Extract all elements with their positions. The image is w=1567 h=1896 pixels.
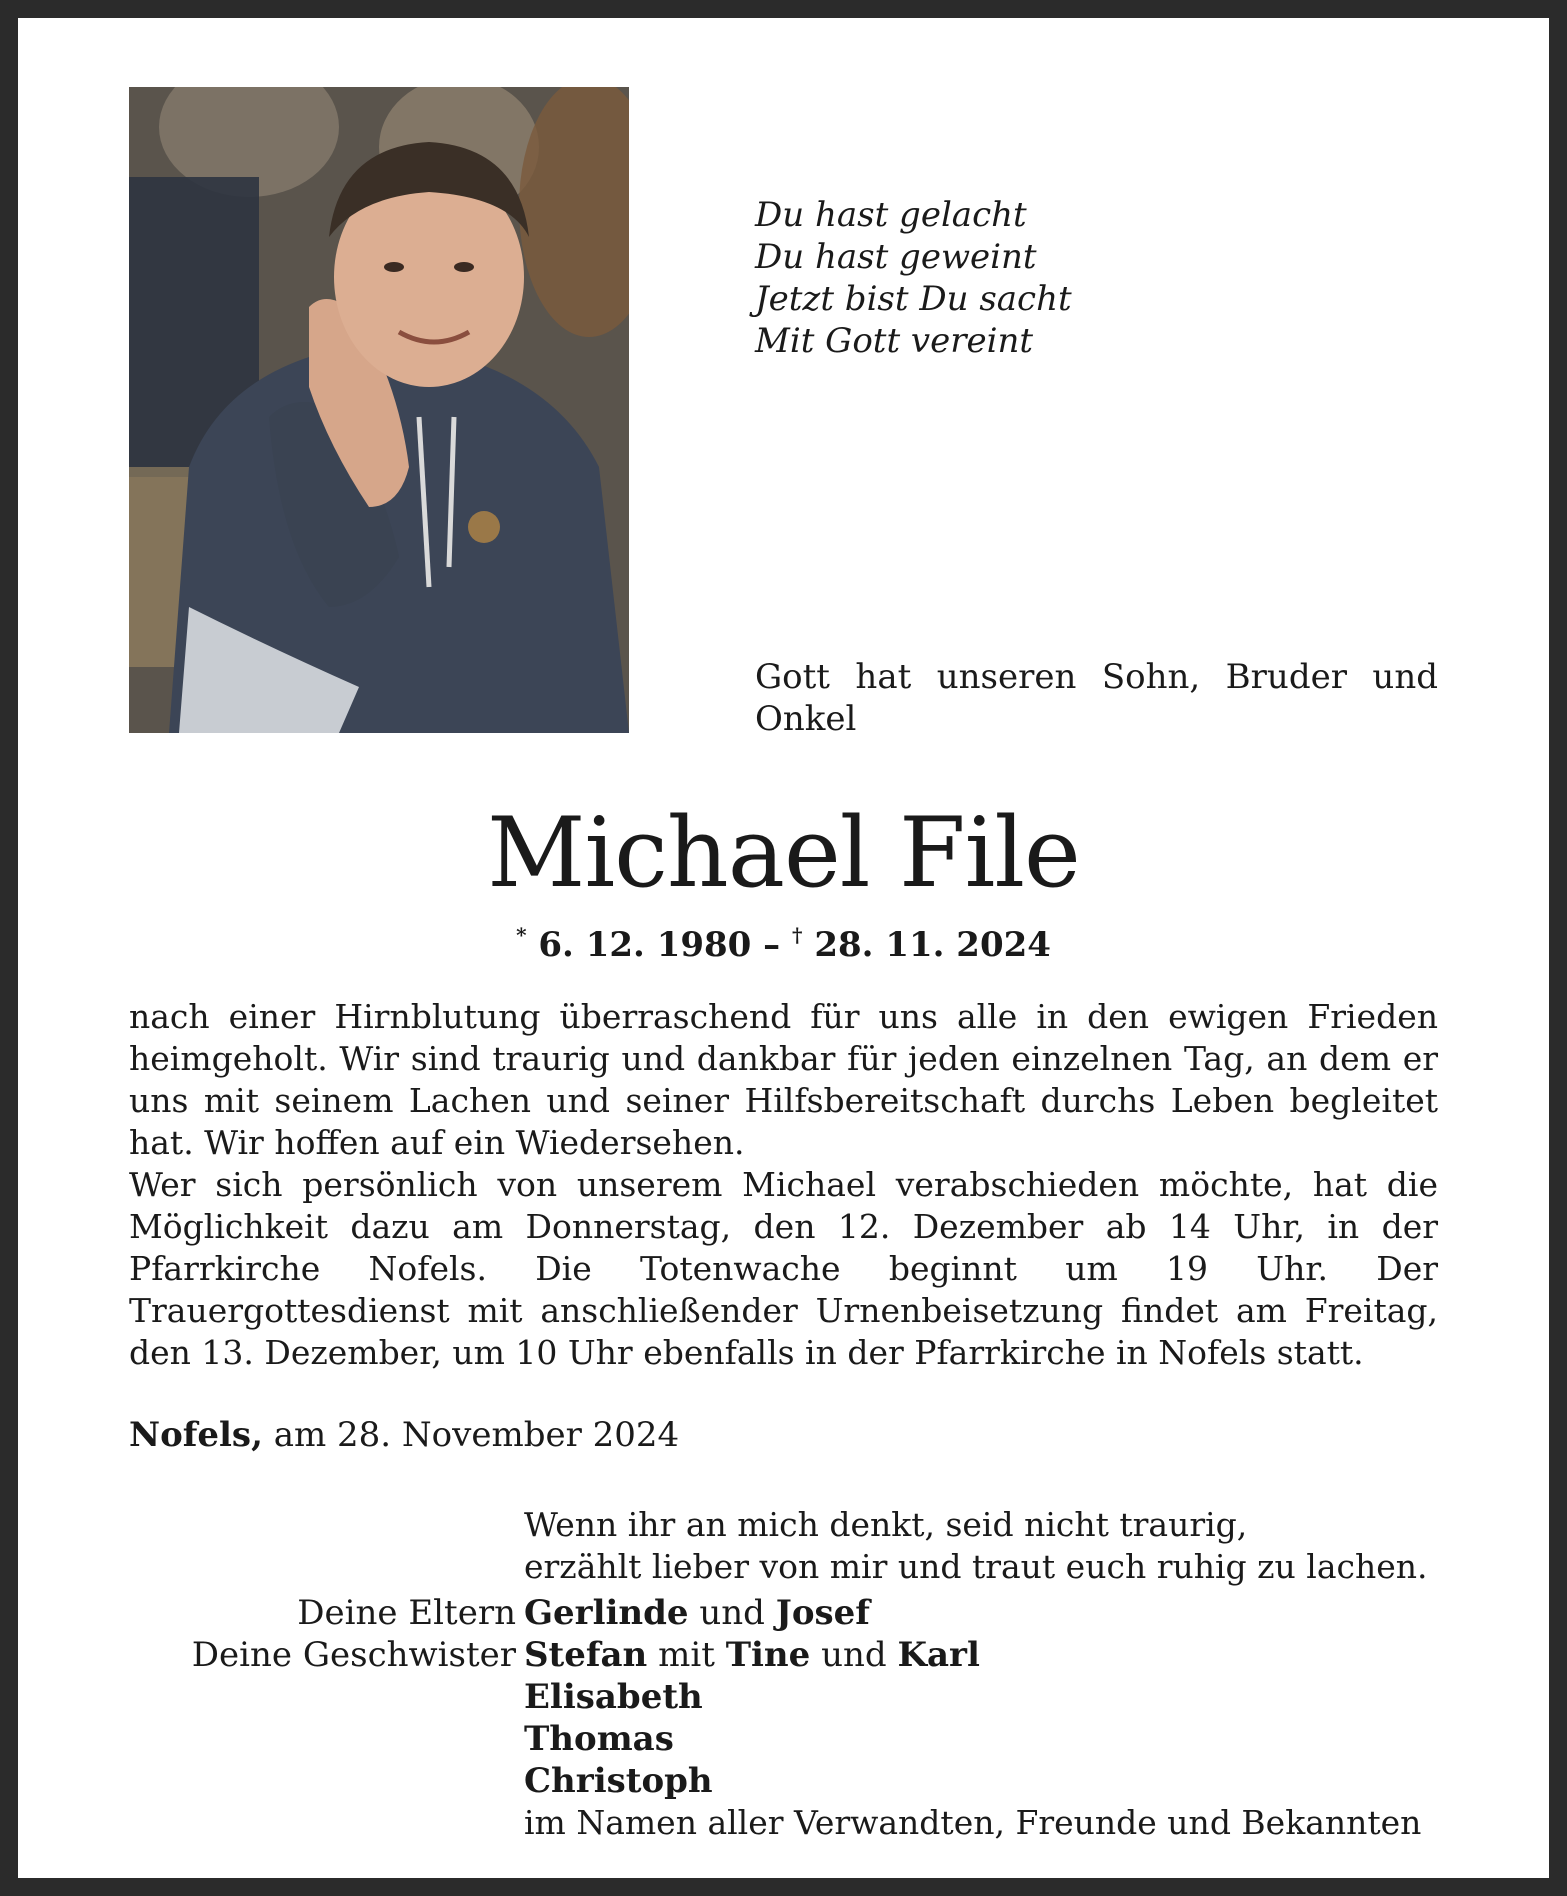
date-separator: –	[751, 925, 793, 965]
mourners-row-parents	[129, 1592, 1449, 1634]
sibling-entry	[524, 1634, 980, 1676]
connector: mit	[647, 1635, 726, 1675]
announcement-text	[129, 996, 1438, 1374]
life-dates	[18, 913, 1549, 967]
poem-line: Du hast geweint	[755, 237, 1037, 277]
mourners-row-siblings	[129, 1634, 1449, 1676]
announcement-paragraph: nach einer Hirnblutung überraschend für uns alle in den ewigen Frieden heimgeholt. Wir sind traurig und dankbar für jeden einzelnen Tag, an dem er uns mit seinem Lachen und seiner Hilfsbereitschaft durchs Leben begleitet hat. Wir hoffen auf ein Wiedersehen.	[129, 997, 1438, 1162]
place-name: Nofels,	[129, 1415, 263, 1455]
death-date: 28. 11. 2024	[814, 925, 1051, 965]
obituary-page	[18, 18, 1549, 1878]
connector: und	[810, 1635, 898, 1675]
portrait-illustration	[129, 87, 629, 733]
death-mark: †	[792, 923, 803, 947]
sibling-name: Christoph	[524, 1761, 713, 1801]
mourners-row-sibling	[129, 1676, 1449, 1718]
portrait-photo	[129, 87, 629, 733]
parents-names	[524, 1592, 870, 1634]
sibling-name: Stefan	[524, 1635, 648, 1675]
parent-name: Gerlinde	[524, 1593, 689, 1633]
mourners-row-sibling	[129, 1718, 1449, 1760]
poem	[755, 194, 1072, 362]
intro-text: Gott hat unseren Sohn, Bruder und Onkel	[755, 657, 1438, 739]
closing-line: im Namen aller Verwandten, Freunde und Bekannten	[524, 1803, 1422, 1842]
birth-date: 6. 12. 1980	[538, 925, 752, 965]
poem-line: Du hast gelacht	[755, 195, 1027, 235]
quote-line: erzählt lieber von mir und traut euch ruhig zu lachen.	[524, 1547, 1428, 1586]
sibling-name: Thomas	[524, 1719, 674, 1759]
deceased-name: Michael File	[487, 797, 1080, 909]
parents-label: Deine Eltern	[297, 1593, 516, 1633]
birth-mark: *	[516, 923, 527, 947]
mourners-list	[129, 1592, 1449, 1802]
poem-line: Mit Gott vereint	[755, 321, 1034, 361]
parent-name: Josef	[775, 1593, 870, 1633]
connector: und	[688, 1593, 776, 1633]
siblings-label: Deine Geschwister	[191, 1635, 516, 1675]
child-name: Karl	[897, 1635, 980, 1675]
poem-line: Jetzt bist Du sacht	[755, 279, 1072, 319]
place-date: am 28. November 2024	[262, 1415, 680, 1455]
sibling-name: Elisabeth	[524, 1677, 703, 1717]
mourners-row-sibling	[129, 1760, 1449, 1802]
quote-line: Wenn ihr an mich denkt, seid nicht traurig,	[524, 1505, 1248, 1544]
farewell-quote	[524, 1504, 1428, 1588]
announcement-paragraph: Wer sich persönlich von unserem Michael verabschieden möchte, hat die Möglichkeit dazu am Donnerstag, den 12. Dezember ab 14 Uhr, in der Pfarrkirche Nofels. Die Totenwache beginnt um 19 Uhr. Der Trauergottesdienst mit anschließender Urnenbeisetzung findet am Freitag, den 13. Dezember, um 10 Uhr ebenfalls in der Pfarrkirche in Nofels statt.	[129, 1165, 1438, 1372]
place-date-line	[129, 1414, 679, 1456]
partner-name: Tine	[725, 1635, 811, 1675]
